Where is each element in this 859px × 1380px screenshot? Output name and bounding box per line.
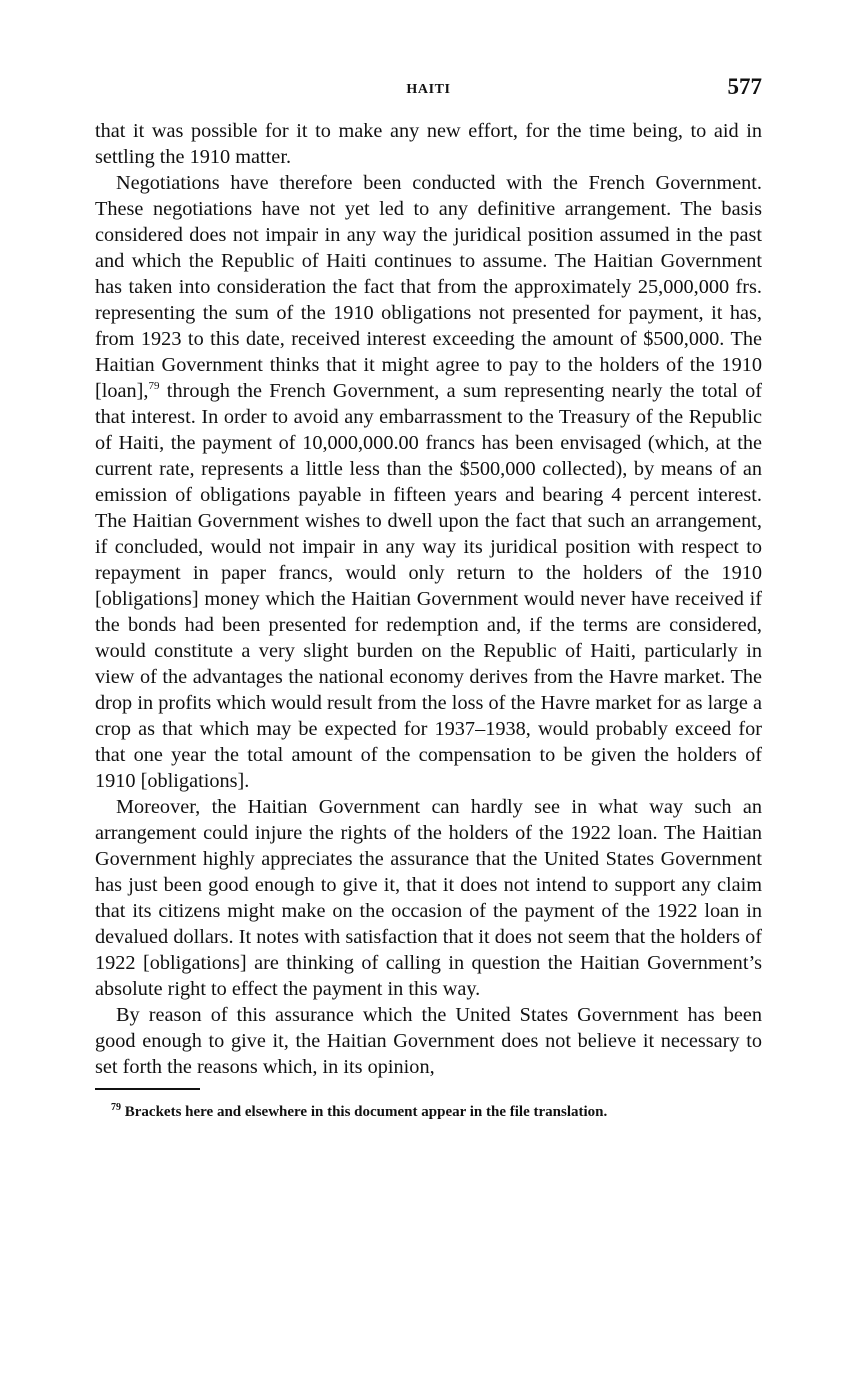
paragraph-negotiations-text-a: Negotiations have therefore been conducted with the French Government. These negotiations have not yet led to any definitive arrangement. The basis considered does not impair in any way the juridical position assumed in the past and which the Republic of Haiti continues to assume. The Haitian Government has taken into consideration the fact that from the approximately 25,000,000 frs. representing the sum of the 1910 obligations not presented for payment, it has, from 1923 to this date, received interest exceeding the amount of $500,000. The Haitian Government thinks that it might agree to pay to the holders of the 1910 [loan],: [95, 172, 762, 402]
paragraph-negotiations: [95, 170, 762, 794]
body-text: [95, 118, 762, 1080]
footnote-text: Brackets here and elsewhere in this document appear in the file translation.: [124, 1104, 608, 1120]
footnote: [95, 1102, 762, 1122]
paragraph-assurance: By reason of this assurance which the United States Government has been good enough to give it, the Haitian Government does not believe it necessary to set forth the reasons which, in its opinion,: [95, 1004, 762, 1078]
paragraph-negotiations-text-b: through the French Government, a sum representing nearly the total of that interest. In order to avoid any embarrassment to the Treasury of the Republic of Haiti, the payment of 10,000,000.00 francs has been envisaged (which, at the current rate, represents a little less than the $500,000 collected), by means of an emission of obligations payable in fifteen years and bearing 4 percent interest. The Haitian Government wishes to dwell upon the fact that such an arrangement, if concluded, would not impair in any way its juridical position with respect to repayment in paper francs, would only return to the holders of the 1910 [obligations] money which the Haitian Government would never have received if the bonds had been presented for redemption and, if the terms are considered, would constitute a very slight burden on the Republic of Haiti, particularly in view of the advantages the national economy derives from the Havre market. The drop in profits which would result from the loss of the Havre market for as large a crop as that which may be expected for 1937–1938, would probably exceed for that one year the total amount of the compensation to be given the holders of 1910 [obligations].: [95, 380, 762, 792]
paragraph-moreover: Moreover, the Haitian Government can hardly see in what way such an arrangement could injure the rights of the holders of the 1922 loan. The Haitian Government highly appreciates the assurance that the United States Government has just been good enough to give it, that it does not intend to support any claim that its citizens might make on the occasion of the payment of the 1922 loan in devalued dollars. It notes with satisfaction that it does not seem that the holders of 1922 [obligations] are thinking of calling in question the Haitian Government’s absolute right to effect the payment in this way.: [95, 796, 762, 1000]
footnote-mark: 79: [111, 1102, 121, 1113]
running-title: HAITI: [406, 82, 451, 97]
footnote-divider: [95, 1088, 200, 1090]
paragraph-continuation: that it was possible for it to make any new effort, for the time being, to aid in settling the 1910 matter.: [95, 120, 762, 168]
running-head: [95, 72, 762, 106]
footnote-reference: 79: [148, 380, 160, 393]
page-number: 577: [727, 74, 762, 99]
document-page: [95, 72, 762, 1122]
